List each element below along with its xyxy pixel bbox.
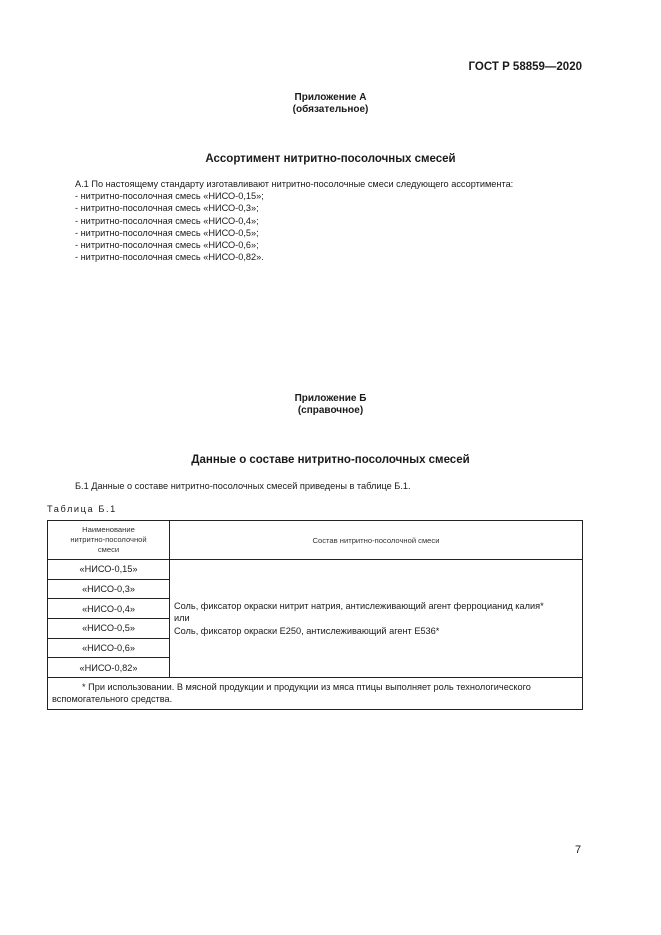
footnote-line: вспомогательного средства. [52, 694, 173, 705]
header-composition: Состав нитритно-посолочной смеси [170, 521, 583, 560]
mixture-name-cell: «НИСО-0,5» [48, 619, 170, 639]
table-footnote [48, 678, 583, 710]
list-item: - нитритно-посолочная смесь «НИСО-0,4»; [75, 215, 259, 226]
appendix-b-label: Приложение Б [294, 393, 367, 404]
header-name-line: нитритно-посолочной [70, 535, 147, 544]
mixture-name-cell: «НИСО-0,4» [48, 599, 170, 619]
list-item: - нитритно-посолочная смесь «НИСО-0,6»; [75, 240, 259, 251]
composition-line: или [174, 613, 190, 624]
document-code: ГОСТ Р 58859—2020 [468, 61, 582, 73]
appendix-b-intro: Б.1 Данные о составе нитритно-посолочных смесей приведены в таблице Б.1. [75, 481, 411, 491]
list-item: - нитритно-посолочная смесь «НИСО-0,5»; [75, 227, 259, 238]
mixture-name-cell: «НИСО-0,6» [48, 638, 170, 658]
header-name-line: смеси [97, 545, 120, 554]
appendix-a-status: (обязательное) [292, 104, 369, 115]
mixture-name-cell: «НИСО-0,82» [48, 658, 170, 678]
mixture-name-cell: «НИСО-0,15» [48, 560, 170, 580]
appendix-a-title: Ассортимент нитритно-посолочных смесей [205, 153, 456, 165]
header-name-line: Наименование [82, 525, 135, 534]
table-row [48, 560, 583, 580]
table-footnote-row [48, 678, 583, 710]
table-header-row [48, 521, 583, 560]
footnote-line: * При использовании. В мясной продукции и продукции из мяса птицы выполняет роль технологического [82, 682, 531, 693]
composition-line: Соль, фиксатор окраски нитрит натрия, антислеживающий агент ферроцианид калия* [174, 600, 544, 611]
appendix-a-label: Приложение А [294, 92, 367, 103]
mixture-name-cell: «НИСО-0,3» [48, 579, 170, 599]
table-caption: Таблица Б.1 [47, 504, 117, 514]
header-mixture-name [48, 521, 170, 560]
list-item: - нитритно-посолочная смесь «НИСО-0,3»; [75, 203, 259, 214]
list-item: - нитритно-посолочная смесь «НИСО-0,82». [75, 252, 264, 263]
assortment-list [75, 190, 264, 264]
appendix-b-title: Данные о составе нитритно-посолочных смесей [191, 454, 470, 466]
list-item: - нитритно-посолочная смесь «НИСО-0,15»; [75, 191, 264, 201]
appendix-a-intro: А.1 По настоящему стандарту изготавливают нитритно-посолочные смеси следующего ассортимента: [75, 179, 514, 189]
page-number: 7 [575, 844, 582, 856]
composition-cell [170, 560, 583, 678]
composition-table [47, 520, 583, 710]
composition-line: Соль, фиксатор окраски Е250, антислеживающий агент Е536* [174, 625, 440, 636]
appendix-b-status: (справочное) [297, 405, 364, 416]
